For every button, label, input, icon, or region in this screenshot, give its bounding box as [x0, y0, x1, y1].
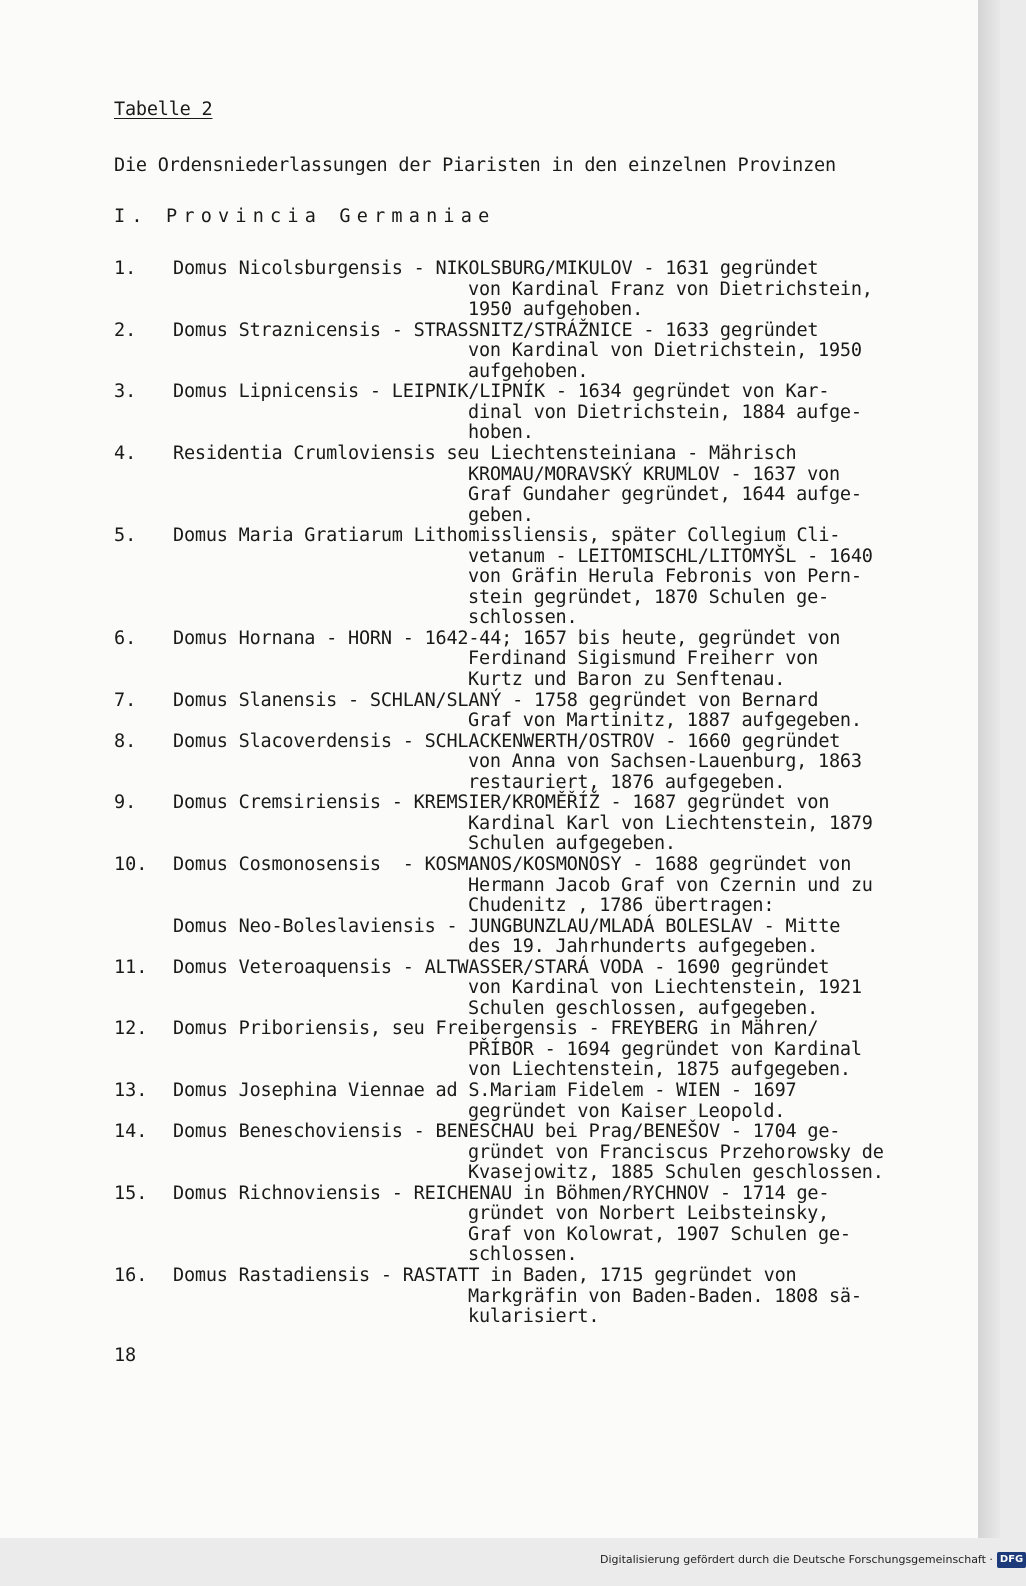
entry-number: 10. — [114, 853, 148, 875]
entry-line: Domus Hornana - HORN - 1642-44; 1657 bis heute, gegründet von — [173, 627, 841, 649]
page-edge-shadow — [978, 0, 1000, 1538]
entry-continuation-line: Graf von Kolowrat, 1907 Schulen ge- — [468, 1223, 851, 1245]
entry-continuation-line: Kurtz und Baron zu Senftenau. — [468, 669, 786, 690]
entry-number: 15. — [114, 1182, 148, 1204]
entry-continuation-line: Schulen aufgegeben. — [468, 833, 676, 855]
entry-line: Domus Veteroaquensis - ALTWASSER/STARÁ VODA - 1690 gegründet — [173, 956, 830, 978]
entry-continuation-line: Schulen geschlossen, aufgegeben. — [468, 997, 819, 1019]
entry-number: 8. — [114, 730, 137, 752]
entry-continuation-line: Ferdinand Sigismund Freiherr von — [468, 648, 819, 670]
entry-number: 3. — [114, 381, 137, 403]
entry-continuation-line: von Kardinal Franz von Dietrichstein, — [468, 278, 873, 300]
entry-continuation-line: hoben. — [468, 422, 534, 444]
entry-line: Domus Straznicensis - STRASSNITZ/STRÁŽNICE - 1633 gegründet — [173, 319, 819, 341]
entry-number: 9. — [114, 792, 137, 814]
entry-continuation-line: von Anna von Sachsen-Lauenburg, 1863 — [468, 751, 862, 773]
entry-number: 12. — [114, 1018, 148, 1040]
entry-continuation-line: von Liechtenstein, 1875 aufgegeben. — [468, 1059, 851, 1081]
entry-continuation-line: Kvasejowitz, 1885 Schulen geschlossen. — [468, 1162, 884, 1184]
entry-line: Domus Slacoverdensis - SCHLACKENWERTH/OSTROV - 1660 gegründet — [173, 730, 841, 752]
entry-continuation-line: gegründet von Kaiser Leopold. — [468, 1100, 786, 1122]
footer-text: Digitalisierung gefördert durch die Deutsche Forschungsgemeinschaft · — [600, 1553, 993, 1566]
entry-number: 4. — [114, 442, 137, 464]
entry-continuation-line: kularisiert. — [468, 1306, 600, 1328]
entry-continuation-line: von Gräfin Herula Febronis von Pern- — [468, 566, 862, 588]
entry-number: 6. — [114, 627, 137, 649]
entry-number: 1. — [114, 258, 137, 279]
entry-continuation-line: aufgehoben. — [468, 360, 589, 382]
entry-number: 11. — [114, 956, 148, 978]
entry-continuation-line: Markgräfin von Baden-Baden. 1808 sä- — [468, 1285, 862, 1307]
entry-continuation-line: des 19. Jahrhunderts aufgegeben. — [468, 936, 819, 958]
entry-continuation-line: geben. — [468, 504, 534, 526]
entry-continuation-line: von Kardinal von Dietrichstein, 1950 — [468, 340, 862, 362]
table-title: Tabelle 2 — [114, 99, 213, 120]
entry-continuation-line: gründet von Franciscus Przehorowsky de — [468, 1141, 884, 1163]
entry-continuation-line: schlossen. — [468, 1244, 578, 1266]
entry-line: Domus Slanensis - SCHLAN/SLANÝ - 1758 gegründet von Bernard — [173, 689, 819, 711]
entry-continuation-line: gründet von Norbert Leibsteinsky, — [468, 1203, 829, 1225]
entry-line: Domus Beneschoviensis - BENESCHAU bei Prag/BENEŠOV - 1704 ge- — [173, 1121, 841, 1143]
entry-continuation-line: KROMAU/MORAVSKÝ KRUMLOV - 1637 von — [468, 463, 840, 485]
entry-line: Domus Josephina Viennae ad S.Mariam Fidelem - WIEN - 1697 — [173, 1080, 797, 1101]
entry-continuation-line: restauriert, 1876 aufgegeben. — [468, 771, 786, 793]
entry-line: Domus Lipnicensis - LEIPNIK/LIPNÍK - 1634 gegründet von Kar- — [173, 381, 830, 403]
entry-continuation-line: stein gegründet, 1870 Schulen ge- — [468, 586, 829, 608]
entry-number: 14. — [114, 1121, 148, 1143]
entry-continuation-line: Graf Gundaher gegründet, 1644 aufge- — [468, 484, 862, 506]
entry-line: Domus Rastadiensis - RASTATT in Baden, 1715 gegründet von — [173, 1264, 797, 1286]
dfg-logo: DFG — [997, 1552, 1026, 1568]
entry-number: 7. — [114, 689, 137, 711]
entry-continuation-line: vetanum - LEITOMISCHL/LITOMYŠL - 1640 — [468, 545, 873, 567]
entry-line: Domus Cosmonosensis - KOSMANOS/KOSMONOSY - 1688 gegründet von — [173, 853, 852, 875]
entry-continuation-line: dinal von Dietrichstein, 1884 aufge- — [468, 401, 862, 423]
entry-continuation-line: Graf von Martinitz, 1887 aufgegeben. — [468, 710, 862, 732]
entry-line: Domus Cremsiriensis - KREMSIER/KROMĚŘÍŽ - 1687 gegründet von — [173, 792, 830, 814]
section-heading: I. Provincia Germaniae — [114, 206, 496, 227]
entry-line: Domus Neo-Boleslaviensis - JUNGBUNZLAU/MLADÁ BOLESLAV - Mitte — [173, 915, 841, 937]
entry-line: Residentia Crumloviensis seu Liechtensteiniana - Mährisch — [173, 442, 797, 464]
entry-number: 13. — [114, 1080, 148, 1101]
entry-continuation-line: Hermann Jacob Graf von Czernin und zu — [468, 874, 873, 896]
entry-line: Domus Priboriensis, seu Freibergensis - FREYBERG in Mähren/ — [173, 1018, 819, 1040]
entry-continuation-line: 1950 aufgehoben. — [468, 299, 644, 321]
entry-continuation-line: von Kardinal von Liechtenstein, 1921 — [468, 977, 862, 999]
entry-number: 5. — [114, 525, 137, 547]
document-heading: Die Ordensniederlassungen der Piaristen in den einzelnen Provinzen — [114, 155, 836, 176]
entry-continuation-line: schlossen. — [468, 607, 578, 629]
entry-number: 2. — [114, 319, 137, 341]
entry-line: Domus Maria Gratiarum Lithomissliensis, später Collegium Cli- — [173, 525, 841, 547]
entry-continuation-line: Chudenitz , 1786 übertragen: — [468, 895, 775, 917]
entry-line: Domus Richnoviensis - REICHENAU in Böhmen/RYCHNOV - 1714 ge- — [173, 1182, 830, 1204]
entry-continuation-line: PŘÍBOR - 1694 gegründet von Kardinal — [468, 1038, 862, 1060]
entry-line: Domus Nicolsburgensis - NIKOLSBURG/MIKULOV - 1631 gegründet — [173, 258, 819, 279]
entry-number: 16. — [114, 1264, 148, 1286]
entry-continuation-line: Kardinal Karl von Liechtenstein, 1879 — [468, 812, 873, 834]
digitization-footer — [600, 1549, 1026, 1571]
page-number: 18 — [114, 1345, 136, 1366]
